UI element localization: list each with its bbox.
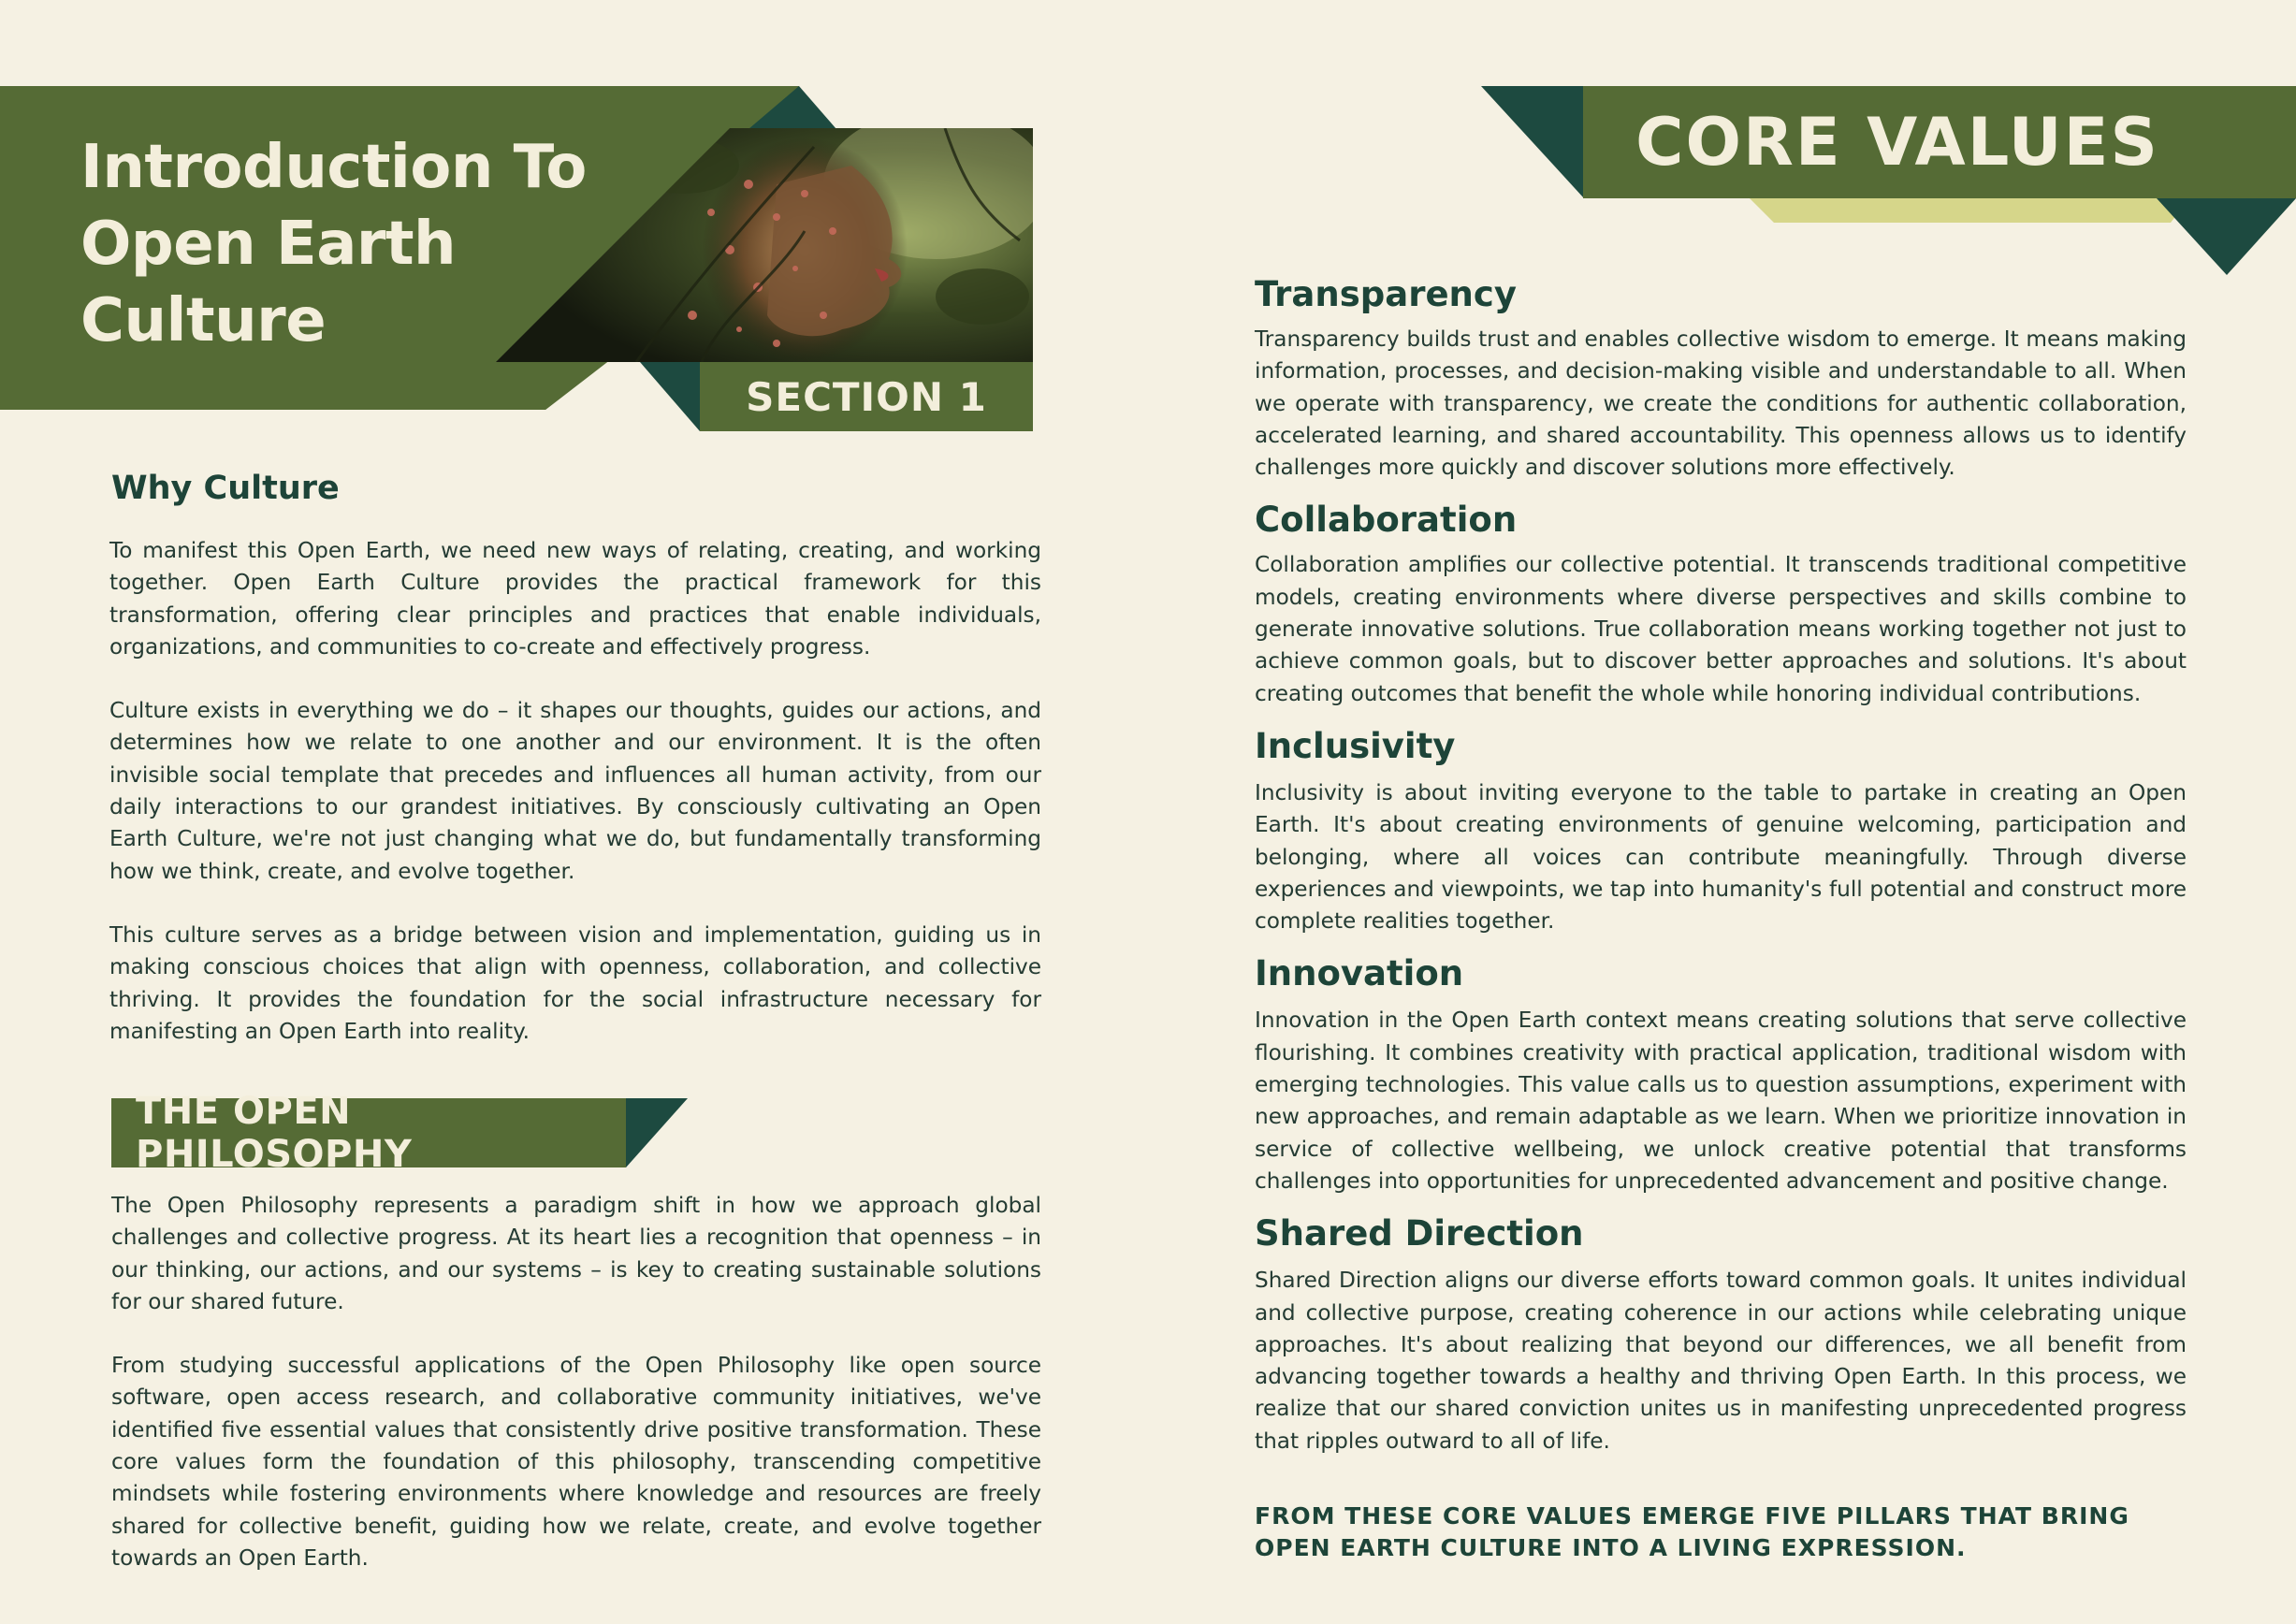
core-values-list — [1255, 271, 2187, 1457]
paragraph: This culture serves as a bridge between vision and implementation, guiding us in making conscious choices that align with openness, collaboration, and collective thriving. It provides the foundation for the social infrastructure necessary for manifesting an Open Earth into reality. — [109, 921, 1041, 1044]
value-heading: Shared Direction — [1255, 1213, 1584, 1254]
banner-corner-accent — [626, 1098, 688, 1167]
why-culture-body — [109, 535, 1041, 1048]
value-transparency — [1255, 271, 2187, 484]
page-title: Introduction To Open Earth Culture — [80, 133, 587, 355]
value-heading: Collaboration — [1255, 500, 1518, 541]
value-heading: Inclusivity — [1255, 725, 1456, 766]
section-tag: SECTION 1 — [700, 362, 1033, 431]
paragraph: From studying successful applications of the Open Philosophy like open source software, open access research, and collaborative community initiatives, we've identified five essential values that consistently drive positive transformation. These core values form the foundation of this philosophy, transcending competitive mindsets while fostering environments where knowledge and resources are freely shared for collective benefit, guiding how we relate, create, and evolve together towards an Open Earth. — [111, 1353, 1041, 1571]
title-right-corner — [2157, 198, 2296, 275]
title-left-corner — [1481, 86, 1584, 198]
open-philosophy-body — [111, 1190, 1041, 1574]
value-heading: Transparency — [1255, 274, 1517, 314]
why-culture-heading: Why Culture — [111, 470, 340, 507]
value-collaboration — [1255, 497, 2187, 709]
paragraph: The Open Philosophy represents a paradigm shift in how we approach global challenges and collective progress. At its heart lies a recognition that openness – in our thinking, our actions, and our systems – is key to creating sustainable solutions for our shared future. — [111, 1193, 1041, 1314]
paragraph: To manifest this Open Earth, we need new ways of relating, creating, and working together. Open Earth Culture provides the practical framework for this transformation, offering clear principles and practices that enable individuals, organizations, and communities to co-create and effectively progress. — [109, 538, 1041, 660]
value-text: Inclusivity is about inviting everyone to the table to partake in creating an Open Earth. It's about creating environments of genuine welcoming, participation and belonging, where all voices can contribute meaningfully. Through diverse experiences and viewpoints, we tap into humanity's full potential and construct more complete realities together. — [1255, 779, 2187, 935]
value-heading: Innovation — [1255, 953, 1464, 994]
value-innovation — [1255, 950, 2187, 1197]
value-shared-direction — [1255, 1211, 2187, 1457]
core-values-title: CORE VALUES — [1583, 86, 2296, 198]
closing-statement: FROM THESE CORE VALUES EMERGE FIVE PILLARS THAT BRING OPEN EARTH CULTURE INTO A LIVING EXPRESSION. — [1255, 1502, 2129, 1561]
paragraph: Culture exists in everything we do – it shapes our thoughts, guides our actions, and determines how we relate to one another and our environment. It is the often invisible social template that precedes and influences all human activity, from our daily interactions to our grandest initiatives. By consciously cultivating an Open Earth Culture, we're not just changing what we do, but fundamentally transforming how we think, create, and evolve together. — [109, 698, 1041, 884]
value-text: Transparency builds trust and enables collective wisdom to emerge. It means making information, processes, and decision-making visible and understandable to all. When we operate with transparency, we create the conditions for authentic collaboration, accelerated learning, and shared accountability. This openness allows us to identify challenges more quickly and discover solutions more effectively. — [1255, 326, 2187, 481]
value-inclusivity — [1255, 723, 2187, 937]
value-text: Innovation in the Open Earth context means creating solutions that serve collective flourishing. It combines creativity with practical application, traditional wisdom with emerging technologies. This value calls us to question assumptions, experiment with new approaches, and remain adaptable as we learn. When we prioritize innovation in service of collective wellbeing, we unlock creative potential that transforms challenges into opportunities for unprecedented advancement and positive change. — [1255, 1008, 2187, 1194]
value-text: Collaboration amplifies our collective potential. It transcends traditional competitive models, creating environments where diverse perspectives and skills combine to generate innovative solutions. True collaboration means working together not just to achieve common goals, but to discover better approaches and solutions. It's about creating outcomes that benefit the whole while honoring individual contributions. — [1255, 552, 2187, 706]
title-lime-strip — [1750, 198, 2189, 223]
value-text: Shared Direction aligns our diverse efforts toward common goals. It unites individual and collective purpose, creating coherence in our actions while celebrating unique approaches. It's about realizing that beyond our differences, we all benefit from advancing together towards a healthy and thriving Open Earth. In this process, we realize that our shared conviction unites us in manifesting unprecedented progress that ripples outward to all of life. — [1255, 1268, 2187, 1454]
open-philosophy-banner: THE OPEN PHILOSOPHY — [111, 1098, 626, 1167]
section-tag-corner — [640, 362, 700, 431]
